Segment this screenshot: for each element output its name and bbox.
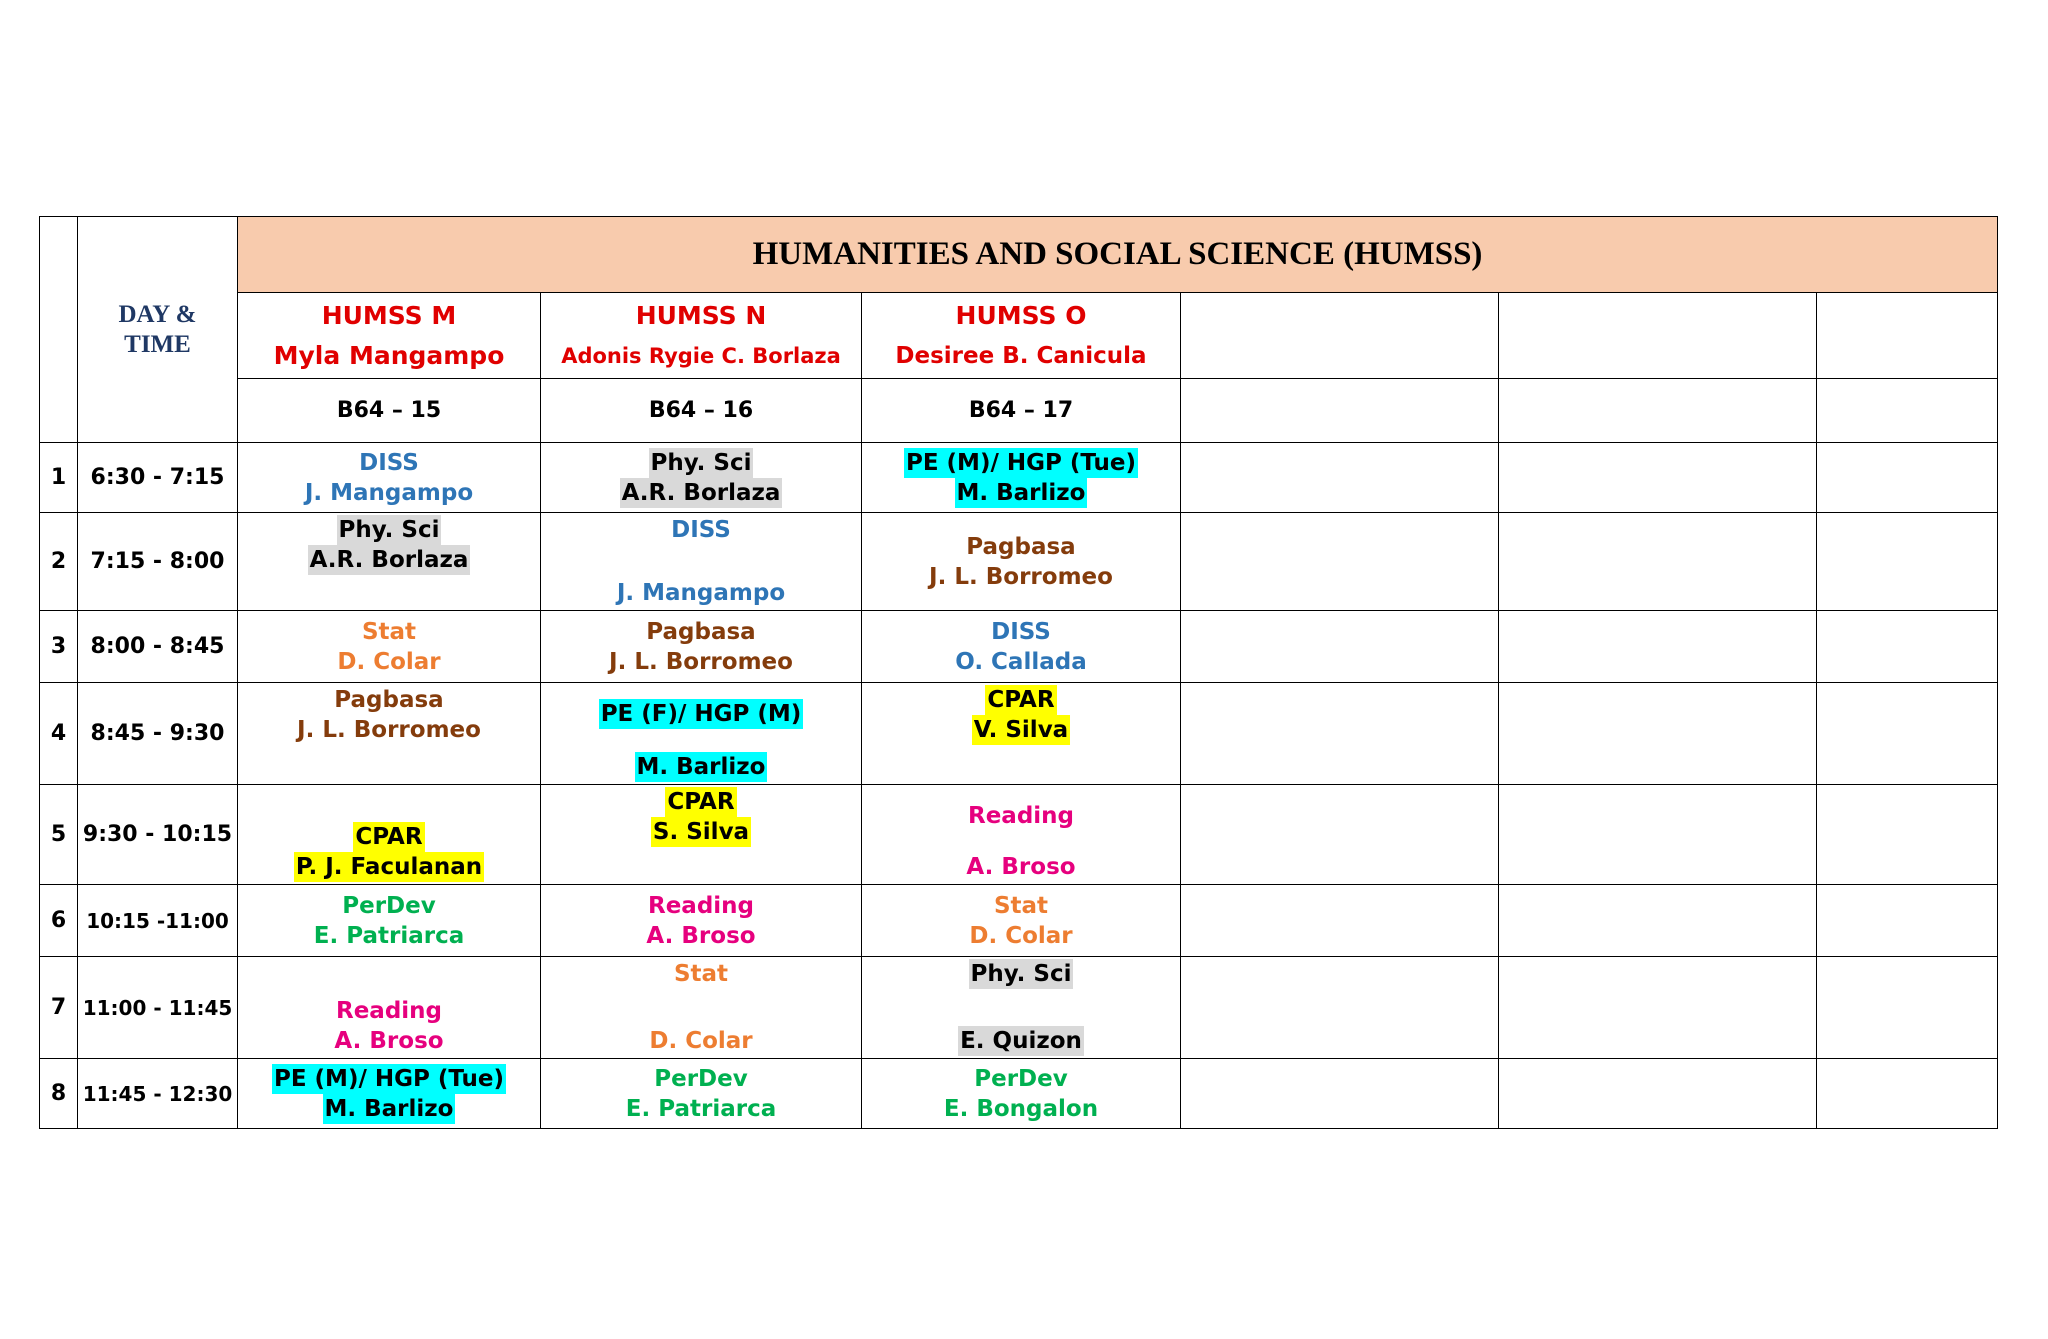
period-number: 3 <box>40 611 78 683</box>
empty-cell <box>1499 513 1817 611</box>
class-cell-content <box>541 683 861 784</box>
subject-label: Phy. Sci <box>970 961 1072 987</box>
subject-label: PE (M)/ HGP (Tue) <box>273 1065 505 1092</box>
class-cell-content <box>862 683 1180 784</box>
empty-cell <box>1499 957 1817 1059</box>
teacher-label: J. Mangampo <box>304 479 474 506</box>
period-row <box>40 785 1998 885</box>
subject-label: Pagbasa <box>646 618 756 645</box>
class-cell-content <box>862 513 1180 610</box>
empty-cell <box>1181 785 1499 885</box>
teacher-label: S. Silva <box>652 819 750 845</box>
period-number: 8 <box>40 1059 78 1129</box>
class-cell <box>238 1059 541 1129</box>
teacher-label: M. Barlizo <box>324 1095 454 1122</box>
teacher-label: E. Bongalon <box>943 1095 1099 1122</box>
class-cell-content <box>862 785 1180 884</box>
subject-label: CPAR <box>667 789 735 815</box>
class-cell-content <box>238 885 540 956</box>
section-adviser: Myla Mangampo <box>273 340 505 370</box>
period-number: 7 <box>40 957 78 1059</box>
empty-cell <box>1181 443 1499 513</box>
teacher-label: D. Colar <box>337 648 441 675</box>
subject-label: PE (F)/ HGP (M) <box>600 701 802 727</box>
period-row <box>40 1059 1998 1129</box>
empty-header-cell <box>1817 293 1998 379</box>
teacher-label: A. Broso <box>334 1028 444 1054</box>
class-cell-content <box>541 885 861 956</box>
empty-room-cell <box>1181 379 1499 443</box>
class-cell-content <box>541 1059 861 1128</box>
empty-cell <box>1817 885 1998 957</box>
teacher-label: D. Colar <box>969 922 1073 949</box>
section-adviser: Adonis Rygie C. Borlaza <box>561 343 841 368</box>
empty-cell <box>1499 1059 1817 1129</box>
empty-cell <box>1817 443 1998 513</box>
class-cell <box>862 611 1181 683</box>
empty-cell <box>1817 785 1998 885</box>
subject-label: PerDev <box>342 892 436 919</box>
class-cell-content <box>862 957 1180 1058</box>
class-cell <box>541 1059 862 1129</box>
empty-cell <box>1499 611 1817 683</box>
teacher-label: O. Callada <box>955 648 1087 675</box>
room-label: B64 – 17 <box>862 379 1181 443</box>
teacher-label: M. Barlizo <box>636 754 766 780</box>
section-header-humss-m <box>238 293 541 379</box>
period-row <box>40 443 1998 513</box>
empty-cell <box>1499 683 1817 785</box>
empty-cell <box>1499 885 1817 957</box>
class-cell <box>238 443 541 513</box>
empty-cell <box>1817 957 1998 1059</box>
period-row <box>40 513 1998 611</box>
empty-cell <box>1181 1059 1499 1129</box>
class-cell-content <box>862 443 1180 512</box>
teacher-label: J. L. Borromeo <box>929 563 1113 590</box>
subject-label: Reading <box>335 998 442 1024</box>
period-number: 1 <box>40 443 78 513</box>
program-title: HUMANITIES AND SOCIAL SCIENCE (HUMSS) <box>238 217 1998 293</box>
empty-cell <box>1817 513 1998 611</box>
period-row <box>40 957 1998 1059</box>
subject-label: Stat <box>993 892 1049 919</box>
class-cell-content <box>862 611 1180 682</box>
subject-label: Stat <box>361 618 417 645</box>
class-cell <box>862 885 1181 957</box>
subject-label: DISS <box>671 517 731 543</box>
teacher-label: A.R. Borlaza <box>621 479 781 506</box>
empty-cell <box>1181 885 1499 957</box>
class-cell <box>862 683 1181 785</box>
day-time-label: DAY & TIME <box>118 300 197 358</box>
class-cell <box>541 513 862 611</box>
subject-label: PerDev <box>974 1065 1068 1092</box>
class-cell-content <box>862 1059 1180 1128</box>
class-cell <box>541 683 862 785</box>
empty-room-cell <box>1499 379 1817 443</box>
class-cell <box>238 611 541 683</box>
period-time: 10:15 -11:00 <box>78 885 238 957</box>
teacher-label: V. Silva <box>973 717 1069 743</box>
empty-cell <box>1499 443 1817 513</box>
class-cell <box>238 885 541 957</box>
period-number: 4 <box>40 683 78 785</box>
period-time: 11:45 - 12:30 <box>78 1059 238 1129</box>
subject-label: Pagbasa <box>966 533 1076 560</box>
teacher-label: J. L. Borromeo <box>609 648 793 675</box>
section-name: HUMSS N <box>635 300 767 330</box>
class-cell <box>238 957 541 1059</box>
period-time: 8:00 - 8:45 <box>78 611 238 683</box>
class-cell-content <box>541 785 861 884</box>
period-time: 6:30 - 7:15 <box>78 443 238 513</box>
class-cell-content <box>238 513 540 610</box>
period-row <box>40 611 1998 683</box>
section-name: HUMSS M <box>321 300 457 330</box>
subject-label: Stat <box>673 961 729 987</box>
teacher-label: D. Colar <box>649 1028 753 1054</box>
class-cell-content <box>541 513 861 610</box>
period-time: 8:45 - 9:30 <box>78 683 238 785</box>
class-cell <box>541 785 862 885</box>
section-adviser: Desiree B. Canicula <box>895 342 1147 369</box>
period-time: 7:15 - 8:00 <box>78 513 238 611</box>
period-number: 2 <box>40 513 78 611</box>
class-cell <box>541 443 862 513</box>
class-cell <box>238 785 541 885</box>
period-number: 6 <box>40 885 78 957</box>
class-cell <box>862 1059 1181 1129</box>
empty-room-cell <box>1817 379 1998 443</box>
class-cell-content <box>541 443 861 512</box>
class-cell-content <box>862 885 1180 956</box>
section-name: HUMSS O <box>955 300 1087 330</box>
subject-label: Reading <box>647 892 754 919</box>
period-number: 5 <box>40 785 78 885</box>
class-cell-content <box>238 957 540 1058</box>
day-time-header <box>78 217 238 443</box>
empty-header-cell <box>1181 293 1499 379</box>
empty-cell <box>1181 957 1499 1059</box>
subject-label: PE (M)/ HGP (Tue) <box>905 449 1137 476</box>
teacher-label: E. Patriarca <box>313 922 465 949</box>
empty-cell <box>1499 785 1817 885</box>
class-cell-content <box>541 611 861 682</box>
class-cell <box>541 957 862 1059</box>
empty-cell <box>1181 513 1499 611</box>
class-cell <box>541 885 862 957</box>
class-cell-content <box>238 1059 540 1128</box>
room-label: B64 – 16 <box>541 379 862 443</box>
schedule-table <box>39 216 1998 1129</box>
subject-label: Pagbasa <box>334 687 444 713</box>
corner-cell <box>40 217 78 443</box>
class-cell <box>541 611 862 683</box>
class-cell-content <box>238 443 540 512</box>
class-cell <box>862 957 1181 1059</box>
subject-label: Phy. Sci <box>650 449 752 476</box>
empty-cell <box>1181 683 1499 785</box>
class-cell <box>862 443 1181 513</box>
teacher-label: A. Broso <box>966 854 1076 880</box>
teacher-label: A.R. Borlaza <box>309 547 469 573</box>
period-time: 11:00 - 11:45 <box>78 957 238 1059</box>
empty-cell <box>1817 611 1998 683</box>
class-cell-content <box>238 611 540 682</box>
teacher-label: E. Patriarca <box>625 1095 777 1122</box>
class-cell-content <box>238 683 540 784</box>
teacher-label: J. Mangampo <box>616 580 786 606</box>
empty-cell <box>1817 683 1998 785</box>
subject-label: CPAR <box>987 687 1055 713</box>
period-time: 9:30 - 10:15 <box>78 785 238 885</box>
teacher-label: E. Quizon <box>960 1028 1082 1054</box>
subject-label: CPAR <box>355 824 423 850</box>
subject-label: Reading <box>967 803 1074 829</box>
class-cell <box>238 513 541 611</box>
class-cell-content <box>238 785 540 884</box>
subject-label: DISS <box>359 449 419 476</box>
subject-label: PerDev <box>654 1065 748 1092</box>
teacher-label: P. J. Faculanan <box>295 854 483 880</box>
class-cell <box>862 785 1181 885</box>
section-header-humss-n <box>541 293 862 379</box>
teacher-label: A. Broso <box>646 922 756 949</box>
empty-header-cell <box>1499 293 1817 379</box>
teacher-label: M. Barlizo <box>956 479 1086 506</box>
subject-label: Phy. Sci <box>338 517 440 543</box>
section-header-humss-o <box>862 293 1181 379</box>
class-cell <box>862 513 1181 611</box>
period-row <box>40 885 1998 957</box>
teacher-label: J. L. Borromeo <box>297 717 481 743</box>
empty-cell <box>1181 611 1499 683</box>
empty-cell <box>1817 1059 1998 1129</box>
room-label: B64 – 15 <box>238 379 541 443</box>
class-cell <box>238 683 541 785</box>
class-cell-content <box>541 957 861 1058</box>
period-row <box>40 683 1998 785</box>
subject-label: DISS <box>991 618 1051 645</box>
